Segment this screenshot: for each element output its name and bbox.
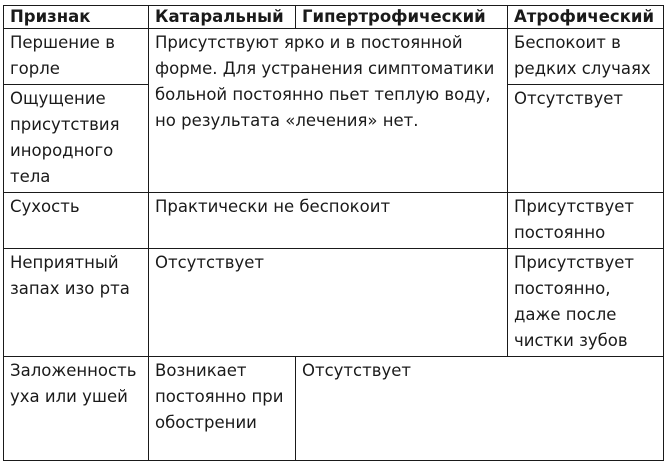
- cell-atrophic: Присутствует постоянно: [508, 193, 664, 249]
- header-atrophic: Атрофический: [508, 6, 664, 29]
- cell-sign: Неприятный запах изо рта: [4, 249, 149, 357]
- header-catarrhal: Катаральный: [149, 6, 296, 29]
- cell-catarrhal-hypertrophic: Присутствуют ярко и в постоянной форме. Для устранения симптоматики больной постоянно пьет теплую воду, но результата «лечения» нет.: [149, 29, 508, 193]
- cell-atrophic: Отсутствует: [508, 85, 664, 193]
- cell-sign: Ощущение присутствия инородного тела: [4, 85, 149, 193]
- header-sign: Признак: [4, 6, 149, 29]
- table-row: [4, 193, 664, 249]
- cell-atrophic: Беспокоит в редких случаях: [508, 29, 664, 85]
- table-row: [4, 249, 664, 357]
- cell-catarrhal-hypertrophic: Практически не беспокоит: [149, 193, 508, 249]
- cell-atrophic: Присутствует постоянно, даже после чистки зубов: [508, 249, 664, 357]
- cell-catarrhal-hypertrophic: Отсутствует: [149, 249, 508, 357]
- table-row: [4, 29, 664, 85]
- cell-sign: Заложенность уха или ушей: [4, 357, 149, 461]
- symptoms-comparison-table: [3, 5, 664, 461]
- table-row: [4, 357, 664, 461]
- header-hypertrophic: Гипертрофический: [296, 6, 508, 29]
- cell-sign: Першение в горле: [4, 29, 149, 85]
- cell-sign: Сухость: [4, 193, 149, 249]
- cell-catarrhal: Возникает постоянно при обострении: [149, 357, 296, 461]
- cell-hypertrophic-atrophic: Отсутствует: [296, 357, 664, 461]
- header-row: [4, 6, 664, 29]
